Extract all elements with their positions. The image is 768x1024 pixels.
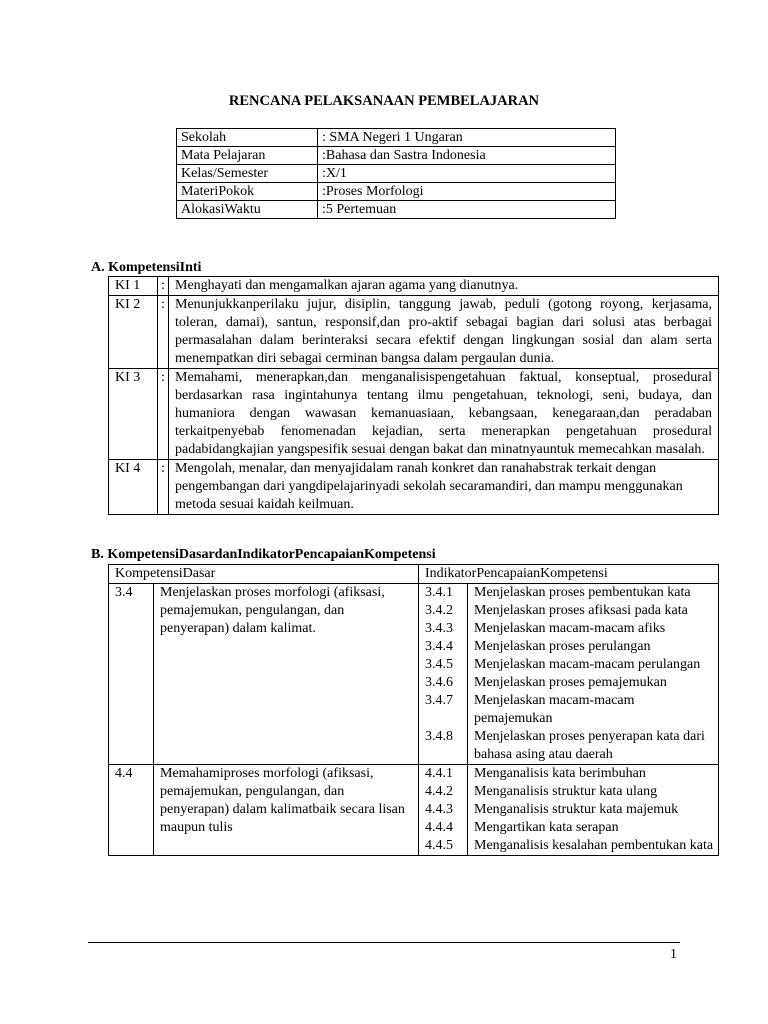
info-key: AlokasiWaktu xyxy=(177,201,318,219)
info-table xyxy=(176,128,616,219)
ki-description: Mengolah, menalar, dan menyajidalam ranah konkret dan ranahabstrak terkait dengan pengembangan dari yangdipelajarinyadi sekolah secaramandiri, dan mampu menggunakan metoda sesuai kaidah keilmuan. xyxy=(169,460,719,515)
indicator-number: 3.4.7 xyxy=(419,692,468,728)
indicator-number: 3.4.4 xyxy=(419,638,468,656)
ki-row xyxy=(109,460,719,515)
indicator-number: 4.4.4 xyxy=(419,819,468,837)
indicator-item xyxy=(419,656,718,674)
indicator-text: Menjelaskan proses pembentukan kata xyxy=(474,585,691,600)
indicator-text: Menjelaskan proses afiksasi pada kata xyxy=(474,603,688,618)
indicator-number: 3.4.2 xyxy=(419,602,468,620)
kd-table xyxy=(108,564,719,856)
info-row xyxy=(177,183,616,201)
indicator-text: Menganalisis struktur kata majemuk xyxy=(474,802,679,817)
indicator-number: 3.4.6 xyxy=(419,674,468,692)
indicator-number: 4.4.3 xyxy=(419,801,468,819)
indicator-list xyxy=(419,584,718,764)
indicator-number: 3.4.3 xyxy=(419,620,468,638)
indicator-item xyxy=(419,584,718,602)
ki-colon: : xyxy=(158,296,169,369)
ki-label: KI 1 xyxy=(109,277,158,296)
ki-row xyxy=(109,369,719,460)
ki-label: KI 2 xyxy=(109,296,158,369)
kd-number: 3.4 xyxy=(109,584,154,765)
info-value: :Bahasa dan Sastra Indonesia xyxy=(318,147,616,165)
indicator-item xyxy=(419,602,718,620)
page-number: 1 xyxy=(670,947,677,962)
ki-colon: : xyxy=(158,277,169,296)
indicator-text: Menjelaskan proses pemajemukan xyxy=(474,675,667,690)
ki-description: Menghayati dan mengamalkan ajaran agama yang dianutnya. xyxy=(169,277,719,296)
ki-label: KI 4 xyxy=(109,460,158,515)
indicator-text: Menganalisis kata berimbuhan xyxy=(474,766,646,781)
ki-colon: : xyxy=(158,460,169,515)
info-value: :Proses Morfologi xyxy=(318,183,616,201)
indicator-number: 4.4.1 xyxy=(419,765,468,783)
ki-description: Memahami, menerapkan,dan menganalisispengetahuan faktual, konseptual, prosedural berdasarkan rasa ingintahunya tentang ilmu pengetahuan, teknologi, seni, budaya, dan humaniora dengan wawasan kemanuasiaan, kebangsaan, kenegaraan,dan peradaban terkaitpenyebab fenomenadan kejadian, serta menerapkan pengetahuan prosedural padabidangkajian yangspesifik sesuai dengan bakat dan minatnyauntuk memecahkan masalah. xyxy=(169,369,719,460)
info-row xyxy=(177,201,616,219)
kd-text: Memahamiproses morfologi (afiksasi, pemajemukan, pengulangan, dan penyerapan) dalam kalimatbaik secara lisan maupun tulis xyxy=(154,765,419,856)
indicator-cell xyxy=(419,765,719,856)
info-value: :X/1 xyxy=(318,165,616,183)
info-key: Mata Pelajaran xyxy=(177,147,318,165)
ki-row xyxy=(109,277,719,296)
ipk-header: IndikatorPencapaianKompetensi xyxy=(419,565,719,584)
kd-row xyxy=(109,584,719,765)
indicator-item xyxy=(419,801,718,819)
indicator-text: Menjelaskan proses penyerapan kata dari bahasa asing atau daerah xyxy=(474,729,705,762)
section-a-heading: A. KompetensiInti xyxy=(91,260,202,275)
info-key: Sekolah xyxy=(177,129,318,147)
ki-row xyxy=(109,296,719,369)
indicator-number: 4.4.5 xyxy=(419,837,468,855)
indicator-item xyxy=(419,638,718,656)
indicator-item xyxy=(419,765,718,783)
indicator-text: Menjelaskan macam-macam perulangan xyxy=(474,657,701,672)
info-row xyxy=(177,129,616,147)
indicator-text: Mengartikan kata serapan xyxy=(474,820,619,835)
section-b-heading: B. KompetensiDasardanIndikatorPencapaianKompetensi xyxy=(91,547,436,562)
ki-colon: : xyxy=(158,369,169,460)
indicator-item xyxy=(419,728,718,764)
kd-row xyxy=(109,765,719,856)
indicator-item xyxy=(419,837,718,855)
indicator-item xyxy=(419,620,718,638)
indicator-item xyxy=(419,692,718,728)
kd-header-row xyxy=(109,565,719,584)
indicator-number: 4.4.2 xyxy=(419,783,468,801)
indicator-text: Menganalisis struktur kata ulang xyxy=(474,784,658,799)
ki-description: Menunjukkanperilaku jujur, disiplin, tanggung jawab, peduli (gotong royong, kerjasama, toleran, damai), santun, responsif,dan pro-aktif sebagai bagian dari solusi atas berbagai permasalahan dalam berinteraksi secara efektif dengan lingkungan sosial dan alam serta menempatkan diri sebagai cerminan bangsa dalam pergaulan dunia. xyxy=(169,296,719,369)
indicator-item xyxy=(419,783,718,801)
info-value: :5 Pertemuan xyxy=(318,201,616,219)
indicator-text: Menjelaskan macam-macam afiks xyxy=(474,621,666,636)
indicator-cell xyxy=(419,584,719,765)
indicator-text: Menjelaskan macam-macam pemajemukan xyxy=(474,693,635,726)
info-row xyxy=(177,147,616,165)
info-value: : SMA Negeri 1 Ungaran xyxy=(318,129,616,147)
document-title: RENCANA PELAKSANAAN PEMBELAJARAN xyxy=(228,93,540,109)
indicator-text: Menjelaskan proses perulangan xyxy=(474,639,651,654)
info-key: Kelas/Semester xyxy=(177,165,318,183)
footer-divider xyxy=(88,942,680,943)
kd-header: KompetensiDasar xyxy=(109,565,419,584)
info-row xyxy=(177,165,616,183)
kd-number: 4.4 xyxy=(109,765,154,856)
indicator-list xyxy=(419,765,718,855)
ki-table xyxy=(108,276,719,515)
kd-text: Menjelaskan proses morfologi (afiksasi, pemajemukan, pengulangan, dan penyerapan) dalam kalimat. xyxy=(154,584,419,765)
ki-label: KI 3 xyxy=(109,369,158,460)
indicator-number: 3.4.1 xyxy=(419,584,468,602)
indicator-number: 3.4.5 xyxy=(419,656,468,674)
indicator-text: Menganalisis kesalahan pembentukan kata xyxy=(474,838,714,853)
info-key: MateriPokok xyxy=(177,183,318,201)
indicator-number: 3.4.8 xyxy=(419,728,468,764)
indicator-item xyxy=(419,674,718,692)
indicator-item xyxy=(419,819,718,837)
